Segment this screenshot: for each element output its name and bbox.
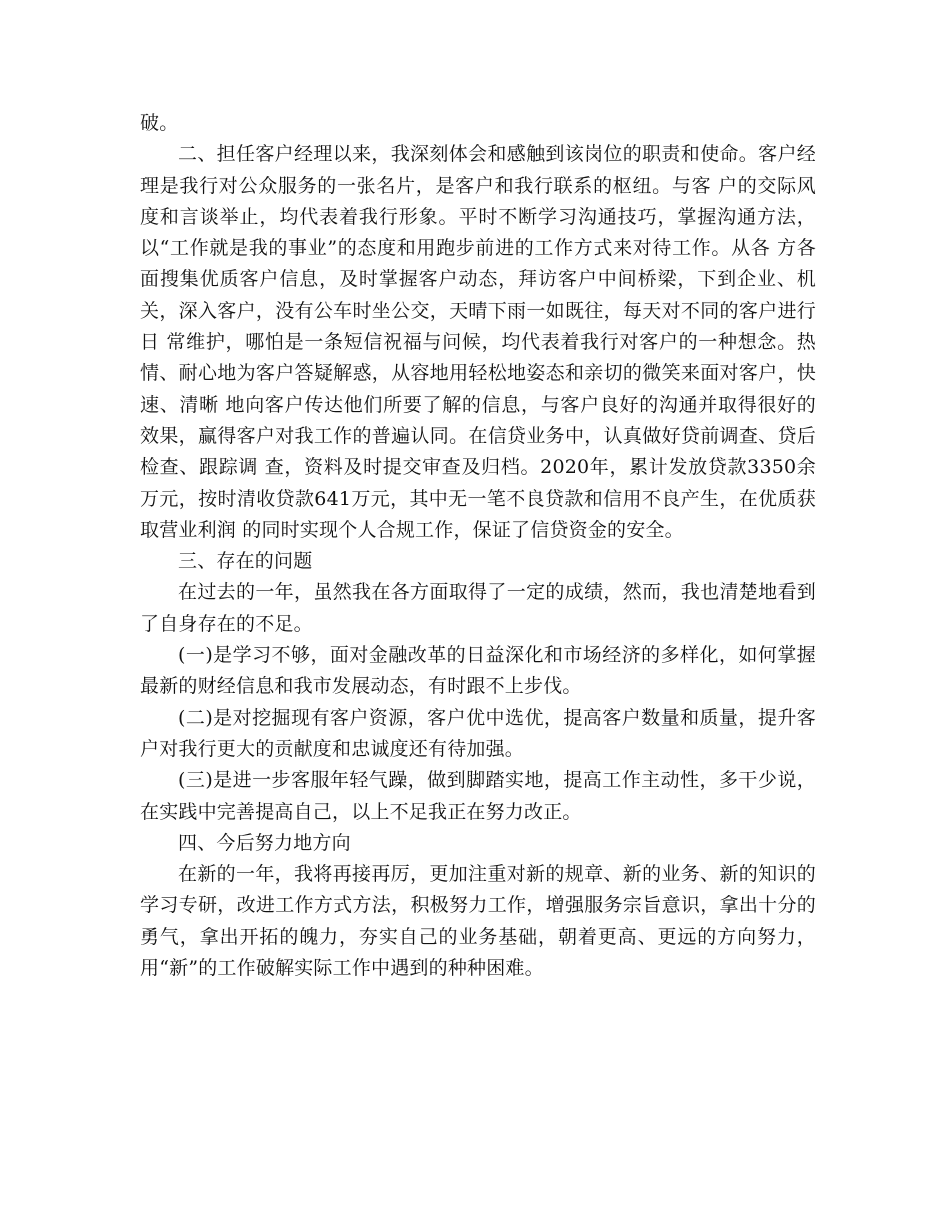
paragraph-shortcoming-1: (一)是学习不够，面对金融改革的日益深化和市场经济的多样化，如何掌握最新的财经信息和我市发展动态，有时跟不上步伐。 — [140, 644, 816, 698]
paragraph-shortcoming-3: (三)是进一步客服年轻气躁，做到脚踏实地，提高工作主动性，多干少说，在实践中完善提高自己，以上不足我正在努力改正。 — [140, 769, 816, 823]
paragraph-shortcoming-2: (二)是对挖掘现有客户资源，客户优中选优，提高客户数量和质量，提升客户对我行更大的贡献度和忠诚度还有待加强。 — [140, 706, 816, 760]
paragraph-continuation: 破。 — [140, 112, 179, 134]
paragraph-customer-manager: 二、担任客户经理以来，我深刻体会和感触到该岗位的职责和使命。客户经理是我行对公众服务的一张名片，是客户和我行联系的枢纽。与客 户的交际风度和言谈举止，均代表着我行形象。平时不断学习沟通技巧，掌握沟通方法，以“工作就是我的事业”的态度和用跑步前进的工作方式来对待工作。从各 方各面搜集优质客户信息，及时掌握客户动态，拜访客户中间桥梁，下到企业、机关，深入客户，没有公车时坐公交，天晴下雨一如既往，每天对不同的客户进行日 常维护，哪怕是一条短信祝福与问候，均代表着我行对客户的一种想念。热情、耐心地为客户答疑解惑，从容地用轻松地姿态和亲切的微笑来面对客户，快速、清晰 地向客户传达他们所要了解的信息，与客户良好的沟通并取得很好的效果，赢得客户对我工作的普遍认同。在信贷业务中，认真做好贷前调查、贷后检查、跟踪调 查，资料及时提交审查及归档。2020年，累计发放贷款3350余万元，按时清收贷款641万元，其中无一笔不良贷款和信用不良产生，在优质获取营业利润 的同时实现个人合规工作，保证了信贷资金的安全。 — [140, 143, 816, 541]
paragraph-future-plan: 在新的一年，我将再接再厉，更加注重对新的规章、新的业务、新的知识的学习专研，改进工作方式方法，积极努力工作，增强服务宗旨意识，拿出十分的勇气，拿出开拓的魄力，夯实自己的业务基础，朝着更高、更远的方向努力，用“新”的工作破解实际工作中遇到的种种困难。 — [140, 863, 816, 980]
document-body — [140, 108, 816, 984]
heading-existing-problems: 三、存在的问题 — [178, 550, 313, 573]
paragraph-shortcomings-intro: 在过去的一年，虽然我在各方面取得了一定的成绩，然而，我也清楚地看到了自身存在的不足。 — [140, 581, 816, 635]
heading-future-direction: 四、今后努力地方向 — [178, 831, 351, 854]
